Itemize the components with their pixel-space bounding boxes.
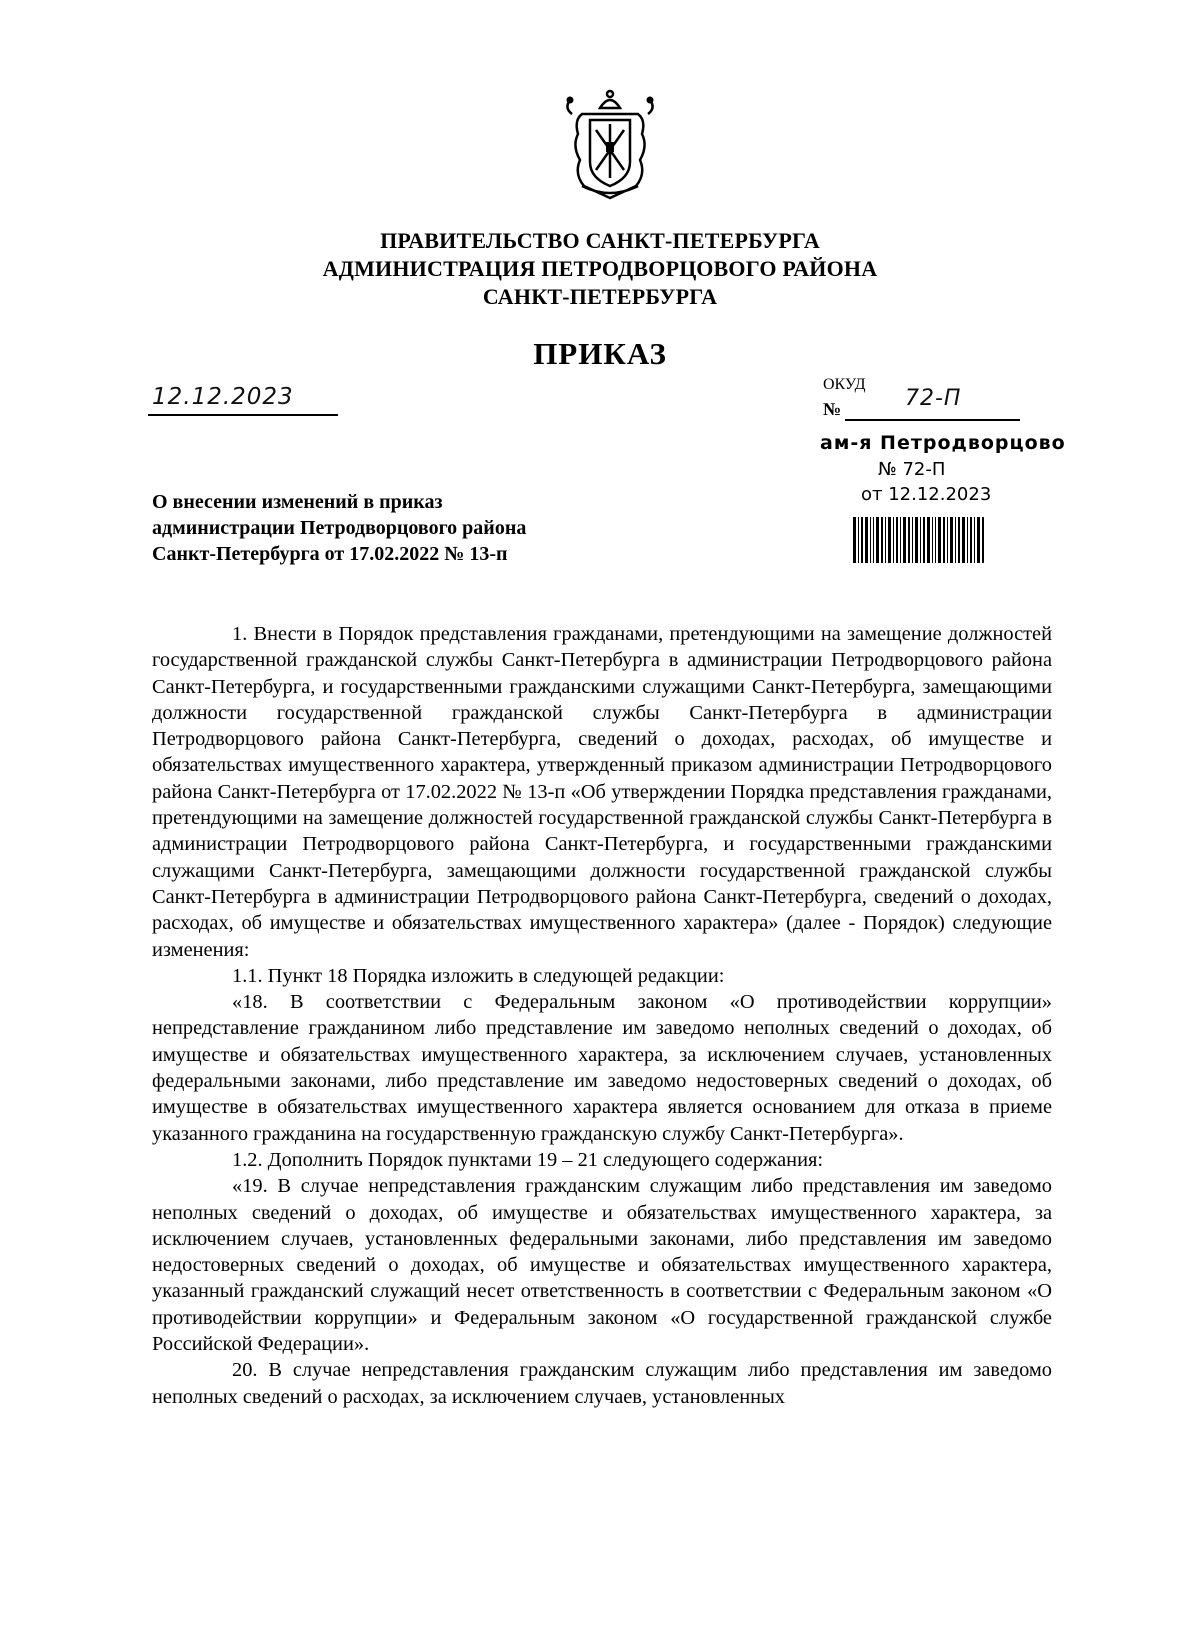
okud-label: ОКУД [823,376,866,393]
number-label: № [823,399,842,419]
issuer-line-2: АДМИНИСТРАЦИЯ ПЕТРОДВОРЦОВОГО РАЙОНА [322,256,878,281]
registration-stamp-org: ам-я Петродворцово [820,432,1066,454]
date-underline [148,414,338,416]
order-title-line-2: администрации Петродворцового района [152,517,527,539]
paragraph-1: 1. Внести в Порядок представления гражданами, претендующими на замещение должностей государственной гражданской службы Санкт-Петербурга в администрации Петродворцового района Санкт-Петербурга, и государственными гражданскими служащими Санкт-Петербурга, замещающими должности государственной гражданской службы Санкт-Петербурга в администрации Петродворцового района Санкт-Петербурга, сведений о доходах, расходах, об имуществе и обязательствах имущественного характера, утвержденный приказом администрации Петродворцового района Санкт-Петербурга от 17.02.2022 № 13-п «Об утверждении Порядка представления гражданами, претендующими на замещение должностей государственной гражданской службы Санкт-Петербурга в администрации Петродворцового района Санкт-Петербурга, и государственными гражданскими служащими Санкт-Петербурга, замещающими должности государственной гражданской службы Санкт-Петербурга в администрации Петродворцового района Санкт-Петербурга, сведений о доходах, расходах, об имуществе и обязательствах имущественного характера» (далее - Порядок) следующие изменения: [152,623,1052,961]
barcode-icon [853,517,984,563]
paragraph-18-quote: «18. В соответствии с Федеральным законом «О противодействии коррупции» непредставление гражданином либо представление им заведомо неполных сведений о доходах, об имуществе и обязательствах имущественного характера, за исключением случаев, установленных федеральными законами, либо представление им заведомо недостоверных сведений о доходах, об имуществе в обязательствах имущественного характера является основанием для отказа в приеме указанного гражданина на государственную гражданскую службу Санкт-Петербурга». [152,991,1052,1145]
issuer-line-3: САНКТ-ПЕТЕРБУРГА [482,284,718,309]
number-underline [845,419,1020,421]
paragraph-1-2: 1.2. Дополнить Порядок пунктами 19 – 21 следующего содержания: [232,1148,824,1171]
order-title-line-3: Санкт-Петербурга от 17.02.2022 № 13-п [152,543,508,565]
order-title [152,489,526,567]
registration-stamp-date: от 12.12.2023 [861,484,992,505]
issuer-header [0,227,1200,311]
paragraph-20: 20. В случае непредставления гражданским служащим либо представления им заведомо неполных сведений о расходах, за исключением случаев, установленных [152,1359,1052,1408]
issuer-line-1: ПРАВИТЕЛЬСТВО САНКТ-ПЕТЕРБУРГА [380,228,820,253]
registration-stamp-number: № 72-П [878,459,946,480]
order-title-line-1: О внесении изменений в приказ [152,491,443,513]
paragraph-1-1: 1.1. Пункт 18 Порядка изложить в следующей редакции: [232,964,725,987]
date-handwritten: 12.12.2023 [152,384,294,410]
coat-of-arms-icon [560,86,660,202]
order-body [152,621,1052,1410]
paragraph-19-quote: «19. В случае непредставления гражданским служащим либо представления им заведомо неполных сведений о доходах, об имуществе и обязательствах имущественного характера, за исключением случаев, установленных федеральными законами, либо представления им заведомо недостоверных сведений о доходах, об имуществе и обязательствах имущественного характера, указанный гражданский служащий несет ответственность в соответствии с Федеральным законом «О противодействии коррупции» и Федеральным законом «О государственной гражданской службе Российской Федерации». [152,1175,1052,1356]
number-handwritten: 72-П [905,386,962,411]
document-type: ПРИКАЗ [533,336,667,371]
